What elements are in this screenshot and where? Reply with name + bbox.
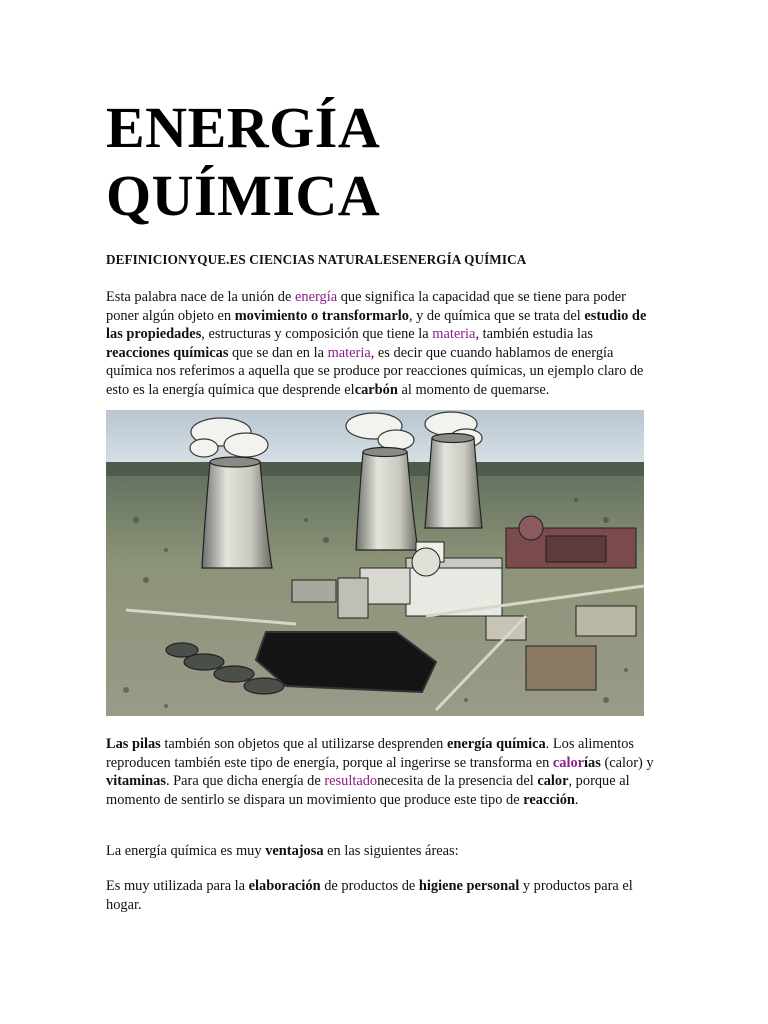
text-run: de productos de	[320, 878, 419, 894]
bold-text: movimiento o transformarlo	[234, 307, 409, 324]
text-run: . Para que dicha energía de	[165, 773, 325, 790]
paragraph-ventajosa	[106, 842, 654, 861]
text-run: al momento de quemarse.	[397, 381, 550, 398]
inline-link[interactable]: calor	[552, 754, 585, 771]
paragraph-definition	[106, 288, 654, 400]
bold-text: carbón	[354, 381, 398, 398]
bold-text: calor	[537, 773, 569, 790]
text-run: Es muy utilizada para la	[106, 878, 249, 894]
text-run: (calor) y	[600, 754, 654, 771]
text-run: , es decir que cuando hablamos de energía química nos referimos a aquella que se produce por reacciones químicas, un ejemplo claro de esto es la energía química que desprende el	[106, 344, 644, 398]
text-run: y productos para el hogar.	[106, 878, 633, 913]
title-line-1: ENERGÍA	[106, 95, 381, 160]
text-run: que se dan en la	[228, 344, 328, 361]
bold-text: reacción	[523, 791, 575, 808]
bold-text: ventajosa	[265, 843, 324, 859]
bold-text: ías	[584, 754, 601, 771]
title-line-2: QUÍMICA	[106, 163, 381, 228]
inline-link[interactable]: resultado	[324, 773, 378, 790]
text-run: . Los alimentos reproducen también este tipo de energía, porque al ingerirse se transforma en	[106, 736, 635, 771]
text-run: que significa la capacidad que se tiene para poder poner algún objeto en	[106, 289, 626, 324]
text-run: , y de química que se trata del	[408, 307, 585, 324]
text-run: necesita de la presencia del	[377, 773, 538, 790]
text-run: también son objetos que al utilizarse desprenden	[160, 736, 447, 752]
power-plant-photo	[106, 410, 644, 716]
inline-link[interactable]: materia	[432, 326, 476, 343]
text-run: , porque al momento de sentirlo se dispara un movimiento que produce este tipo de	[106, 773, 630, 808]
power-plant-illustration	[106, 410, 644, 716]
text-run: .	[574, 791, 579, 808]
bold-text: elaboración	[248, 878, 321, 894]
text-run: , también estudia las	[475, 326, 593, 343]
text-run: La energía química es muy	[106, 843, 266, 859]
paragraph-pilas	[106, 735, 654, 809]
bold-text: estudio de las propiedades	[106, 307, 647, 343]
page-title	[106, 94, 380, 230]
source-heading: DEFINICIONYQUE.ES CIENCIAS NATURALESENERGÍA QUÍMICA	[106, 252, 527, 267]
bold-text: higiene personal	[418, 878, 520, 894]
inline-link[interactable]: energía	[295, 289, 338, 305]
bold-text: Las pilas	[106, 736, 161, 752]
bold-text: reacciones químicas	[106, 344, 229, 361]
text-run: , estructuras y composición que tiene la	[201, 326, 433, 343]
inline-link[interactable]: materia	[327, 344, 371, 361]
bold-text: vitaminas	[106, 773, 166, 790]
text-run: en las siguientes áreas:	[323, 843, 459, 859]
bold-text: energía química	[446, 736, 546, 752]
paragraph-elaboracion	[106, 877, 654, 914]
text-run: Esta palabra nace de la unión de	[106, 289, 295, 305]
